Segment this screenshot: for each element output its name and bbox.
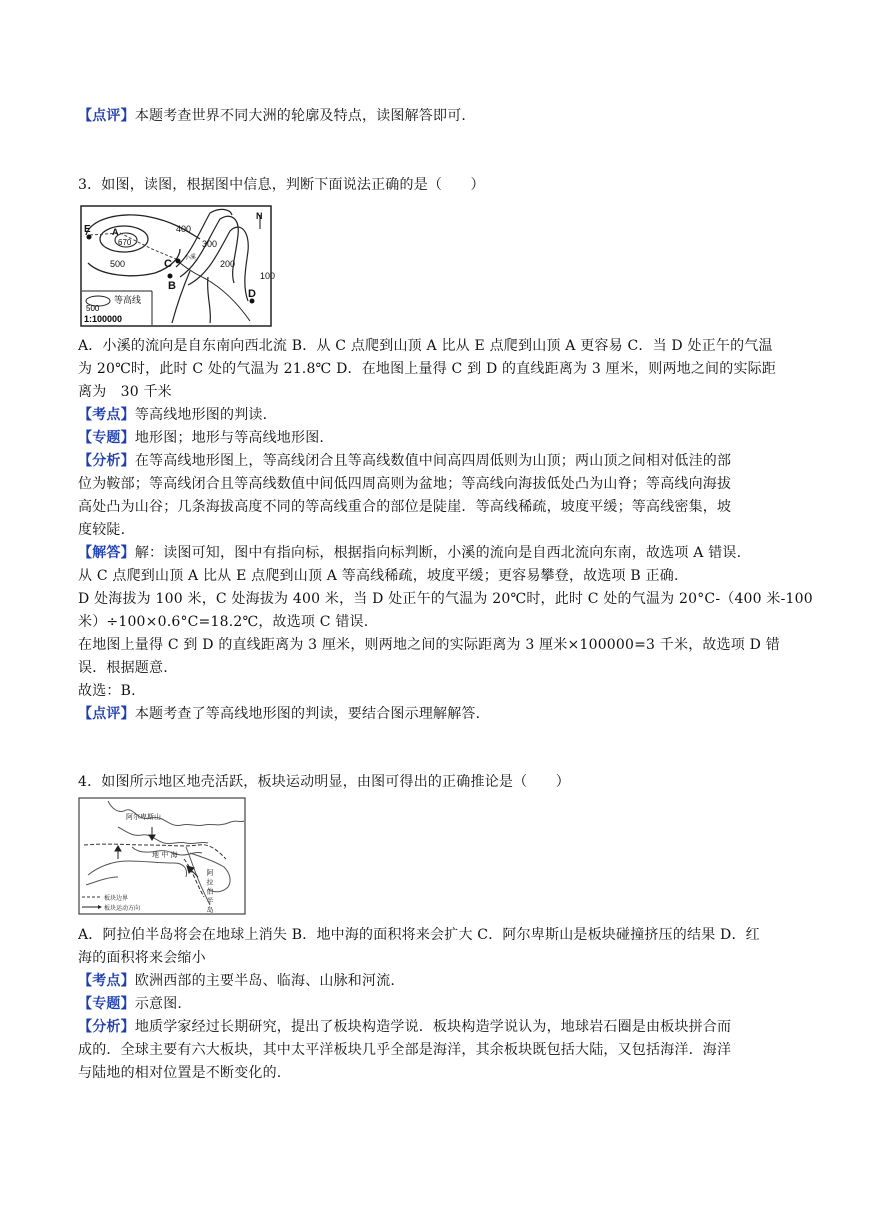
q4-fenxi-line-2: 成的．全球主要有六大板块，其中太平洋板块几乎全部是海洋，其余板块既包括大陆，又包括海洋．海洋 (78, 1042, 732, 1058)
q3-options-line-1: A．小溪的流向是自东南向西北流 B．从 C 点爬到山顶 A 比从 E 点爬到山顶 A 更容易 C．当 D 处正午的气温 (78, 338, 773, 354)
intro-comment-tag: 【点评】 (78, 108, 135, 124)
q4-kaodian-text: 欧洲西部的主要半岛、临海、山脉和河流. (134, 973, 396, 989)
q4-zhuanti-text: 示意图. (134, 996, 183, 1012)
q4-map-label-mediterranean: 地 中 海 (152, 851, 178, 859)
q4-options-line-2: 海的面积将来会缩小 (78, 950, 206, 966)
map-label-300: 300 (202, 239, 218, 249)
q3-dianping-text: 本题考查了等高线地形图的判读，要结合图示理解解答. (134, 706, 481, 722)
q4-stem: 4．如图所示地区地壳活跃，板块运动明显，由图可得出的正确推论是（ ） (78, 774, 570, 790)
map-label-400: 400 (176, 224, 192, 234)
q4-plate-map (78, 797, 246, 915)
q3-fenxi (78, 451, 731, 471)
intro-comment (78, 106, 466, 126)
q3-kaodian (78, 405, 267, 425)
q4-zhuanti-tag: 【专题】 (78, 996, 135, 1012)
q4-options-line-1: A．阿拉伯半岛将会在地球上消失 B．地中海的面积将来会扩大 C．阿尔卑斯山是板块碰撞挤压的结果 D．红 (78, 927, 760, 943)
q3-jieda-line-4: 米）÷100×0.6°C=18.2℃，故选项 C 错误. (78, 614, 369, 630)
q3-options-line-2: 为 20℃时，此时 C 处的气温为 21.8℃ D．在地图上量得 C 到 D 的直线距离为 3 厘米，则两地之间的实际距 (78, 361, 777, 377)
q3-fenxi-tag: 【分析】 (78, 453, 135, 469)
q3-kaodian-text: 等高线地形图的判读. (134, 407, 268, 423)
q3-fenxi-line-2: 位为鞍部；等高线闭合且等高线数值中间低四周高则为盆地；等高线向海拔低处凸为山脊；等高线向海拔 (78, 476, 732, 492)
map-label-b: B (168, 280, 176, 292)
legend-contour-label: 等高线 (114, 296, 142, 306)
map-label-670: 670 (118, 238, 132, 247)
map-scale: 1:100000 (84, 314, 123, 324)
legend-contour-value: 500 (86, 304, 100, 313)
q4-fenxi-text: 地质学家经过长期研究，提出了板块构造学说．板块构造学说认为，地球岩石圈是由板块拼合而 (134, 1019, 732, 1035)
q3-jieda-text: 解：读图可知，图中有指向标，根据指向标判断，小溪的流向是自西北流向东南，故选项 A 错误. (134, 545, 742, 561)
map-label-north: N (256, 211, 263, 221)
q3-kaodian-tag: 【考点】 (78, 407, 135, 423)
q3-fenxi-line-3: 高处凸为山谷；几条海拔高度不同的等高线重合的部位是陡崖．等高线稀疏，坡度平缓；等高线密集，坡 (78, 499, 732, 515)
svg-text:阿 拉 伯 半 岛: 阿 拉 伯 半 岛 (206, 869, 214, 913)
q3-jieda-line-7: 故选：B. (78, 683, 136, 699)
q3-zhuanti-text: 地形图；地形与等高线地形图. (134, 430, 325, 446)
q4-fenxi-line-3: 与陆地的相对位置是不断变化的. (78, 1065, 282, 1081)
q4-zhuanti (78, 994, 182, 1014)
q4-kaodian (78, 971, 395, 991)
q3-jieda-line-5: 在地图上量得 C 到 D 的直线距离为 3 厘米，则两地之间的实际距离为 3 厘米×100000=3 千米，故选项 D 错 (78, 637, 780, 653)
map-label-c: C (164, 258, 172, 270)
q4-fenxi-tag: 【分析】 (78, 1019, 135, 1035)
q3-dianping (78, 704, 480, 724)
q3-fenxi-text: 在等高线地形图上，等高线闭合且等高线数值中间高四周低则为山顶；两山顶之间相对低洼的部 (134, 453, 732, 469)
q3-jieda (78, 543, 741, 563)
q3-contour-map (80, 205, 276, 327)
q3-dianping-tag: 【点评】 (78, 706, 135, 722)
map-label-500: 500 (110, 259, 126, 269)
q4-legend-boundary: 板块边界 (104, 895, 129, 902)
map-label-d: D (248, 288, 256, 300)
q4-map-label-arabia (206, 868, 214, 914)
q3-zhuanti-tag: 【专题】 (78, 430, 135, 446)
q3-options-line-3: 离为 30 千米 (78, 384, 172, 400)
q3-jieda-line-6: 误．根据题意. (78, 660, 168, 676)
map-label-a: A (112, 227, 119, 237)
q4-legend-motion: 板块运动方向 (104, 905, 141, 912)
q4-kaodian-tag: 【考点】 (78, 973, 135, 989)
q4-fenxi (78, 1017, 731, 1037)
map-label-stream: 小溪 (184, 255, 197, 261)
q4-map-label-alps: 阿尔卑斯山 (126, 813, 161, 821)
map-label-100: 100 (260, 271, 276, 281)
map-label-e: E (84, 224, 91, 235)
q3-jieda-line-2: 从 C 点爬到山顶 A 比从 E 点爬到山顶 A 等高线稀疏，坡度平缓；更容易攀登，故选项 B 正确. (78, 568, 679, 584)
q3-jieda-tag: 【解答】 (78, 545, 135, 561)
q3-jieda-line-3: D 处海拔为 100 米，C 处海拔为 400 米，当 D 处正午的气温为 20℃时，此时 C 处的气温为 20°C-（400 米-100 (78, 591, 813, 607)
q3-stem: 3．如图，读图，根据图中信息，判断下面说法正确的是（ ） (78, 177, 485, 193)
intro-comment-text: 本题考查世界不同大洲的轮廓及特点，读图解答即可. (134, 108, 467, 124)
q3-zhuanti (78, 428, 324, 448)
map-label-200: 200 (220, 259, 236, 269)
q3-fenxi-line-4: 度较陡. (78, 522, 126, 538)
